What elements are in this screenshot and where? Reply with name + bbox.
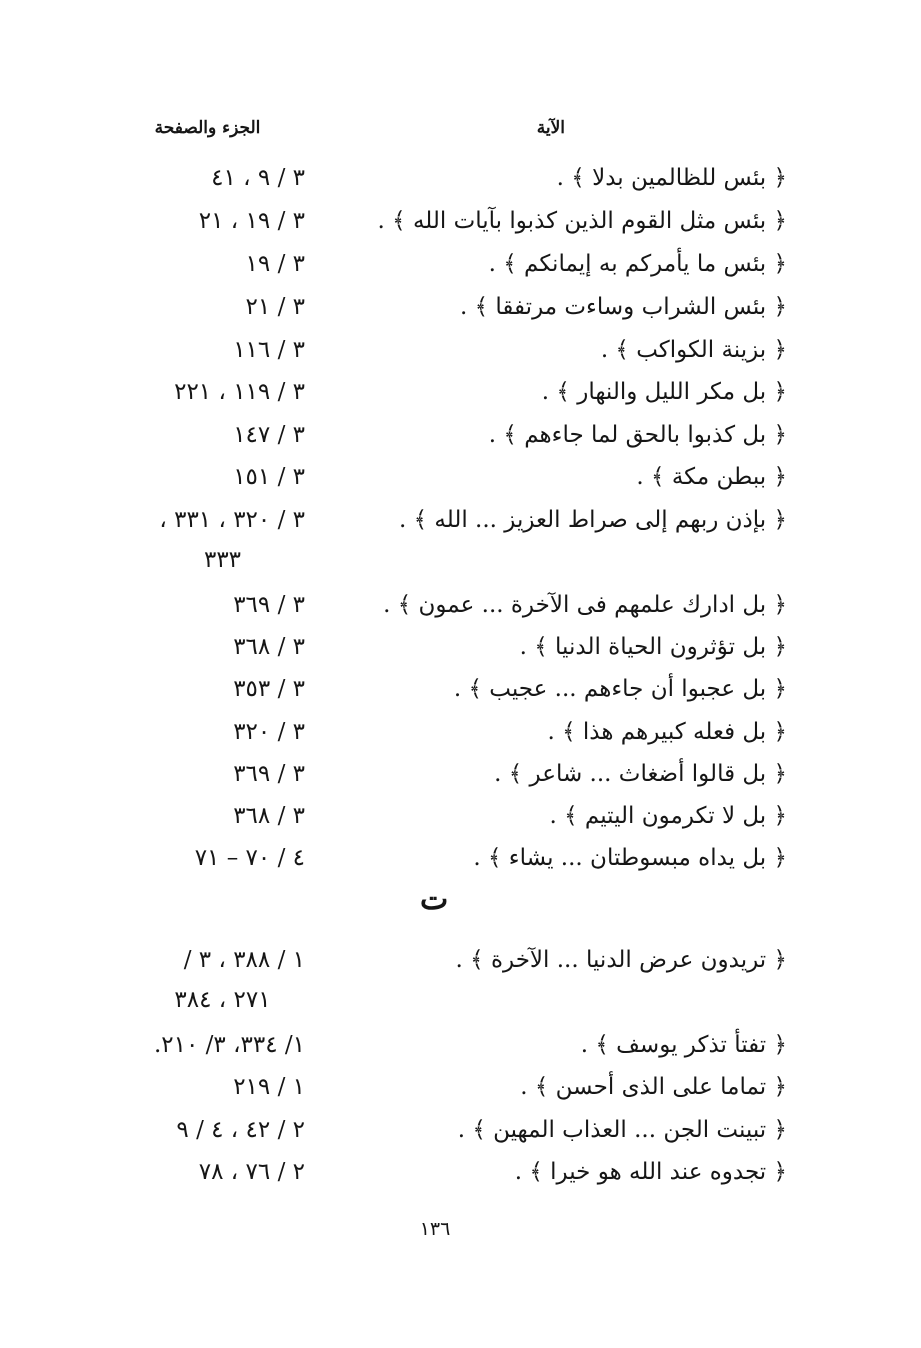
volume-page-reference: ٤ / ٧٠ – ٧١ [194,845,305,871]
index-entry [0,457,921,497]
aya-text: ﴿ بل تؤثرون الحياة الدنيا ﴾ . [519,634,787,660]
volume-page-reference: ٣ / ١٥١ [233,464,305,490]
volume-page-reference [100,500,305,580]
volume-page-reference: ٣ / ١١٩ ، ٢٢١ [174,379,305,405]
index-entry [0,372,921,412]
index-entry [0,796,921,836]
volume-page-reference: ٢ / ٤٢ ، ٤ / ٩ [176,1117,305,1143]
column-header-aya: الآية [536,118,565,138]
aya-text: ﴿ تجدوه عند الله هو خيرا ﴾ . [514,1159,787,1185]
aya-text: ﴿ بل مكر الليل والنهار ﴾ . [541,379,787,405]
page-number: ١٣٦ [419,1218,451,1240]
aya-text: ﴿ ببطن مكة ﴾ . [636,464,787,490]
aya-text: ﴿ تفتأ تذكر يوسف ﴾ . [580,1032,787,1058]
index-entry [0,1067,921,1107]
index-entry [0,627,921,667]
reference-continuation: ٢٧١ ، ٣٨٤ [174,987,271,1013]
index-entry [0,940,921,1015]
index-entry [0,838,921,878]
index-entry [0,287,921,327]
index-entry [0,158,921,198]
volume-page-reference: ٣ / ١٩ [245,251,305,277]
reference-continuation: ٣٣٣ [203,547,242,573]
index-entry [0,585,921,625]
aya-text: ﴿ بل لا تكرمون اليتيم ﴾ . [549,803,787,829]
aya-text: ﴿ بل قالوا أضغاث ... شاعر ﴾ . [494,761,787,787]
index-entry [0,201,921,241]
volume-page-reference: ٣ / ١٩ ، ٢١ [198,208,305,234]
aya-text: ﴿ بئس مثل القوم الذين كذبوا بآيات الله ﴾ . [377,208,787,234]
index-entry [0,669,921,709]
aya-text: ﴿ بزينة الكواكب ﴾ . [600,337,787,363]
volume-page-reference: ٣ / ٣٦٨ [233,803,305,829]
aya-text: ﴿ تماما على الذى أحسن ﴾ . [520,1074,787,1100]
volume-page-reference: ٣ / ٣٢٠ [233,719,305,745]
aya-text: ﴿ بل عجبوا أن جاءهم ... عجيب ﴾ . [453,676,787,702]
volume-page-reference: ١ / ٢١٩ [233,1074,305,1100]
aya-text: ﴿ بئس الشراب وساءت مرتفقا ﴾ . [460,294,787,320]
volume-page-reference: ٣ / ٣٦٨ [233,634,305,660]
volume-page-reference: ٣ / ٣٥٣ [233,676,305,702]
column-header-reference: الجزء والصفحة [154,118,261,138]
index-entry [0,1152,921,1192]
aya-text: ﴿ تريدون عرض الدنيا ... الآخرة ﴾ . [455,947,787,973]
aya-text: ﴿ بل فعله كبيرهم هذا ﴾ . [547,719,787,745]
volume-page-reference: ٢ / ٧٦ ، ٧٨ [198,1159,305,1185]
index-entry [0,712,921,752]
aya-text: ﴿ بئس ما يأمركم به إيمانكم ﴾ . [488,251,787,277]
index-entry [0,330,921,370]
volume-page-reference: ١/ ٣٣٤، ٣/ ٢١٠. [153,1032,305,1058]
volume-page-reference: ٣ / ١٤٧ [233,422,305,448]
volume-page-reference: ٣ / ١١٦ [233,337,305,363]
index-entry [0,1025,921,1065]
volume-page-reference: ٣ / ٩ ، ٤١ [211,165,305,191]
aya-text: ﴿ بل ادارك علمهم فى الآخرة ... عمون ﴾ . [383,592,787,618]
index-entry [0,754,921,794]
aya-text: ﴿ بل كذبوا بالحق لما جاءهم ﴾ . [488,422,787,448]
index-entry [0,1110,921,1150]
volume-page-reference: ٣ / ٣٦٩ [233,592,305,618]
aya-text: ﴿ بل يداه مبسوطتان ... يشاء ﴾ . [473,845,787,871]
volume-page-reference [100,940,305,1020]
index-entry [0,500,921,575]
volume-page-reference: ٣ / ٢١ [245,294,305,320]
reference-line: ١ / ٣٨٨ ، ٣ / [183,947,305,973]
volume-page-reference: ٣ / ٣٦٩ [233,761,305,787]
index-entry [0,244,921,284]
aya-text: ﴿ بئس للظالمين بدلا ﴾ . [556,165,787,191]
index-entry [0,415,921,455]
section-letter: ت [420,882,449,917]
reference-line: ٣ / ٣٢٠ ، ٣٣١ ، [159,507,305,533]
aya-text: ﴿ تبينت الجن ... العذاب المهين ﴾ . [457,1117,787,1143]
aya-text: ﴿ بإذن ربهم إلى صراط العزيز ... الله ﴾ . [398,507,787,533]
